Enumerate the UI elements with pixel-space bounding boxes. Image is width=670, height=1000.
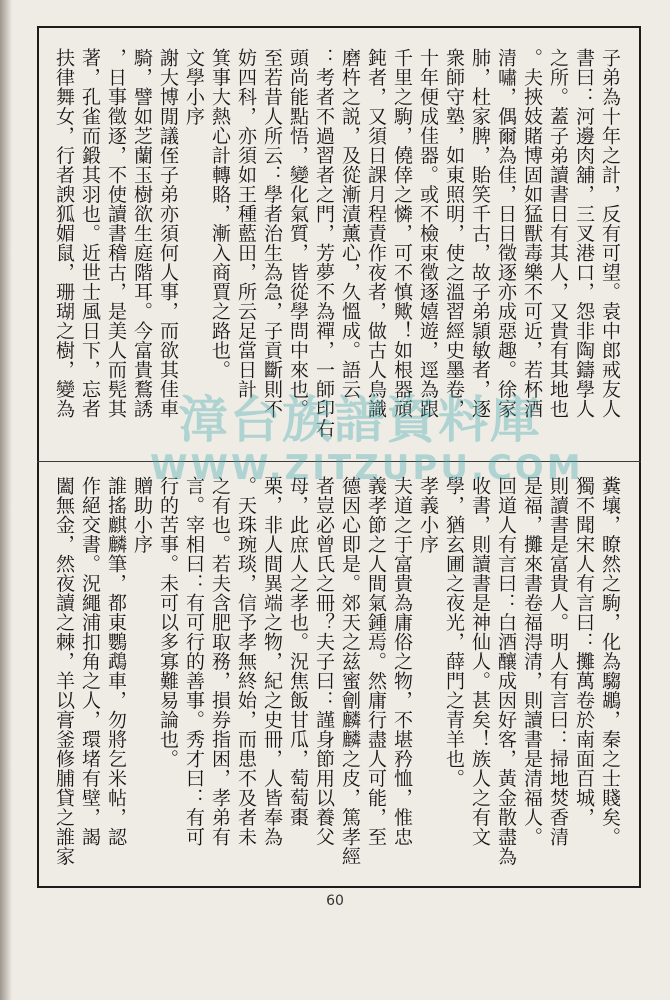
text-column-bottom: 則讀書是富貴人。明人有言曰：掃地焚香清	[547, 476, 569, 847]
text-column-top: 騎，譬如芝蘭玉樹欲生庭階耳。今富貴鶩誘	[131, 48, 153, 419]
text-column-bottom: 。天珠琬琰，信予孝無終始，而患不及者未	[235, 476, 257, 847]
text-column-bottom: 言。宰相曰：有可行的善事。秀才曰：有可	[183, 476, 205, 847]
text-column-bottom: 是福，攤來書卷福淂清，則讀書是清福人。	[521, 476, 543, 847]
text-column-bottom: 義孝節之人間氣鍾焉。然庸行盡人可能，至	[365, 476, 387, 847]
text-column-bottom: 母，此庶人之孝也。況焦飯甘瓜，萄萄棗	[287, 476, 309, 827]
watermark	[150, 380, 584, 488]
text-column-top: 至若昔人所云：學者治生為急，子貢斷則不	[261, 48, 283, 419]
text-column-bottom: 收書，則讀書是神仙人。甚矣！族人之有文	[469, 476, 491, 847]
text-column-bottom: 者豈必曾氏之冊？夫子曰：謹身節用以養父	[313, 476, 335, 847]
text-column-bottom: 獨不聞宋人有言曰：攤萬卷於南面百城，	[573, 476, 595, 827]
text-column-top: 。夫挾妓賭博固如猛獸毒樂不可近，若杯酒	[521, 48, 543, 419]
text-column-bottom: 闔無金，然夜讀之棘，羊以膏釜修脯貸之誰家	[53, 476, 75, 866]
book-binding-shadow	[0, 0, 12, 1000]
text-column-top: 衆師守塾，如東照明，使之溫習經史墨卷，	[443, 48, 465, 419]
text-column-bottom: 栗，非人間異端之物，紀之史冊，人皆奉為	[261, 476, 283, 847]
text-column-top: ：考者不過習者之門，芳夢不為禪，一師印右	[313, 48, 335, 438]
text-column-top: 鈍者，又須日課月程責作夜者，做古人鳥識	[365, 48, 387, 419]
text-column-bottom: 德因心即是。郊天之兹蜜劊麟麟之皮，篤孝經	[339, 476, 361, 866]
text-column-top: 文學小序	[183, 48, 205, 126]
text-column-bottom: 行的苦事。未可以多寡難易論也。	[157, 476, 179, 769]
text-column-bottom: 糞壤，瞭然之駒，化為騶鶘，秦之士賤矣。	[599, 476, 621, 847]
text-column-bottom: 之有也。若夫含肥取務，損券指困，孝弟有	[209, 476, 231, 847]
text-column-top: 磨杵之説，及從漸漬薰心，久慍成。語云	[339, 48, 361, 399]
watermark-chinese: 漳台族譜資料庫	[178, 391, 542, 449]
text-column-top: 扶律舞女，行者諛狐媚鼠，珊瑚之樹，變為	[53, 48, 75, 419]
text-column-bottom: 夫道之于富貴為庸俗之物，不堪矜恤，惟忠	[391, 476, 413, 847]
text-column-top: ，日事徵逐，不使讀書稽古，是美人而髡其	[105, 48, 127, 419]
text-column-bottom: 學，猶玄圃之夜光，薛門之青羊也。	[443, 476, 465, 788]
text-column-top: 千里之駒，僥倖之憐，可不慎歟！如根器頑	[391, 48, 413, 419]
text-column-top: 著，孔雀而鍛其羽也。近世士風日下，忘者	[79, 48, 101, 419]
watermark-url: WWW.ZITZUPU.COM	[150, 448, 584, 488]
text-column-bottom: 贈助小序	[131, 476, 153, 554]
text-column-bottom: 作絕交書。況繩浦扣角之人，環堵有壁，謁	[79, 476, 101, 847]
text-column-top: 清嘯，偶爾為佳，日日徵逐亦成惡趣。徐家	[495, 48, 517, 419]
text-column-top: 頭尚能點悟，變化氣質，皆從學問中來也。	[287, 48, 309, 419]
text-column-bottom: 孝義小序	[417, 476, 439, 554]
text-column-bottom: 回道人有言曰：白酒釀成因好客，黃金散盡為	[495, 476, 517, 866]
text-column-top: 子弟為十年之計，反有可望。袁中郎戒友人	[599, 48, 621, 419]
text-column-top: 書曰：河邊肉舖，三叉港口，怨非陶鑄學人	[573, 48, 595, 419]
text-column-top: 肺，杜家脾，貽笑千古，故子弟頴敏者，逐	[469, 48, 491, 419]
page-number: 60	[326, 893, 344, 909]
text-column-top: 箕事大熱心計轉賂，漸入商賈之路也。	[209, 48, 231, 380]
text-column-top: 妨四科，亦須如王種藍田，所云足當日計	[235, 48, 257, 399]
text-column-top: 十年便成佳器。或不檢束徵逐嬉遊，逕為跟	[417, 48, 439, 419]
text-column-bottom: 誰搖麒麟筆，都東鸚鵡車，勿將乞米帖，認	[105, 476, 127, 847]
text-column-top: 謝大博閒議侄子弟亦須何人事，而欲其佳車	[157, 48, 179, 419]
text-column-top: 之所。蓋子弟讀書日有其人，又貴有其地也	[547, 48, 569, 419]
